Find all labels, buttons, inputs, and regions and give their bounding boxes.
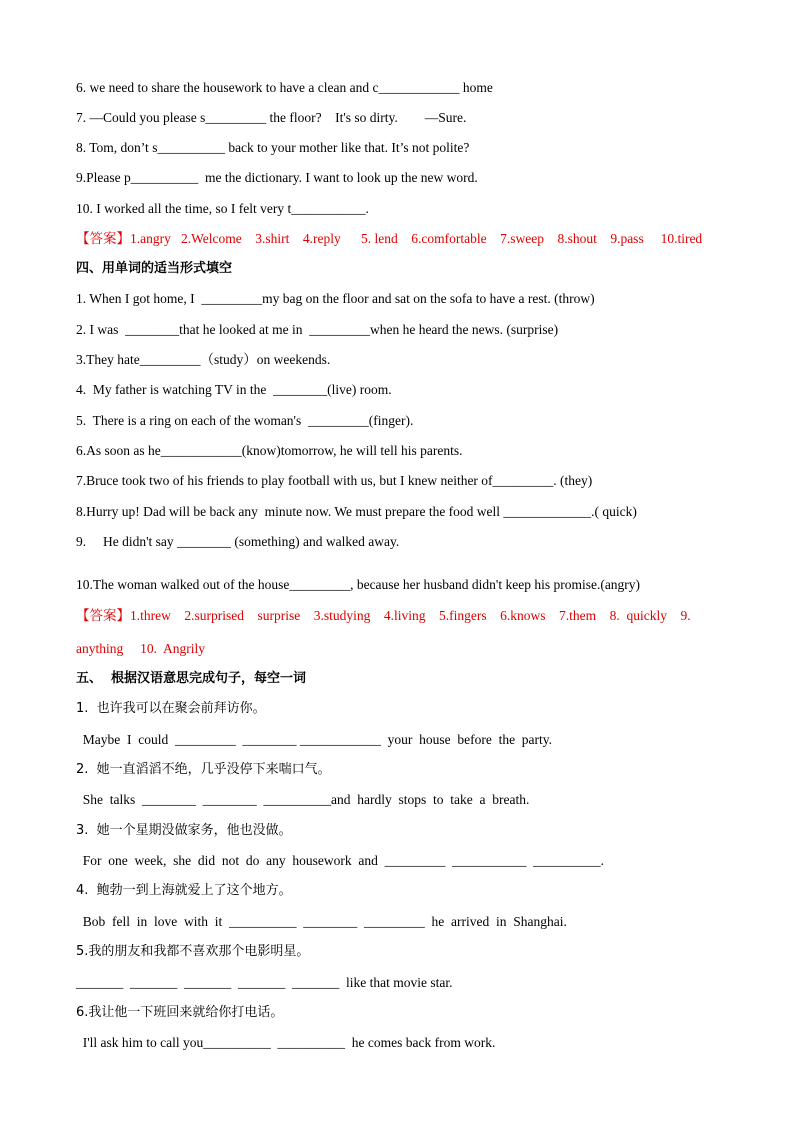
line-5-1-cn: 1. 也许我可以在聚会前拜访你。	[76, 701, 266, 716]
line-4-3: 3.They hate_________（study）on weekends.	[76, 352, 331, 367]
line-4-2: 2. I was ________that he looked at me in _________when he heard the news. (surprise)	[76, 322, 559, 337]
line-5-1-en: Maybe I could _________ ________ ____________ your house before the party.	[76, 732, 553, 747]
part4-answer-line2: anything 10. Angrily	[76, 641, 205, 656]
line-4-6: 6.As soon as he____________(know)tomorrow, he will tell his parents.	[76, 443, 463, 458]
line-5-6-cn: 6.我让他一下班回来就给你打电话。	[76, 1005, 284, 1020]
line-5-2-cn: 2. 她一直滔滔不绝，几乎没停下来喘口气。	[76, 762, 331, 777]
line-5-4-cn: 4. 鲍勃一到上海就爱上了这个地方。	[76, 883, 292, 898]
part4-answer-line1: 【答案】1.threw 2.surprised surprise 3.studying 4.living 5.fingers 6.knows 7.them 8. quickly 9.	[76, 608, 691, 623]
part4-heading: 四、用单词的适当形式填空	[76, 261, 233, 276]
line-3-9: 9.Please p__________ me the dictionary. I want to look up the new word.	[76, 170, 478, 185]
line-5-6-en: I'll ask him to call you__________ __________ he comes back from work.	[76, 1035, 496, 1050]
line-5-4-en: Bob fell in love with it __________ ________ _________ he arrived in Shanghai.	[76, 914, 567, 929]
line-5-5-en: _______ _______ _______ _______ _______ like that movie star.	[76, 975, 453, 990]
line-5-2-en: She talks ________ ________ __________and hardly stops to take a breath.	[76, 792, 530, 807]
line-4-1: 1. When I got home, I _________my bag on the floor and sat on the sofa to have a rest. (throw)	[76, 291, 595, 306]
line-3-7: 7. —Could you please s_________ the floor? It's so dirty. —Sure.	[76, 110, 467, 125]
part3-answer: 【答案】1.angry 2.Welcome 3.shirt 4.reply 5. lend 6.comfortable 7.sweep 8.shout 9.pass 10.tired	[76, 231, 703, 246]
line-4-5: 5. There is a ring on each of the woman's _________(finger).	[76, 413, 414, 428]
line-5-3-cn: 3. 她一个星期没做家务，他也没做。	[76, 823, 292, 838]
line-4-7: 7.Bruce took two of his friends to play football with us, but I knew neither of_________. (they)	[76, 473, 593, 488]
line-4-9: 9. He didn't say ________ (something) and walked away.	[76, 534, 400, 549]
line-3-6: 6. we need to share the housework to have a clean and c____________ home	[76, 80, 493, 95]
line-4-8: 8.Hurry up! Dad will be back any minute now. We must prepare the food well _____________.( quick)	[76, 504, 637, 519]
line-4-4: 4. My father is watching TV in the ________(live) room.	[76, 382, 392, 397]
line-3-10: 10. I worked all the time, so I felt very t___________.	[76, 201, 369, 216]
part5-heading: 五、 根据汉语意思完成句子，每空一词	[76, 671, 307, 686]
line-4-10: 10.The woman walked out of the house_________, because her husband didn't keep his promise.(angry)	[76, 577, 641, 592]
line-3-8: 8. Tom, don’t s__________ back to your mother like that. It’s not polite?	[76, 140, 470, 155]
line-5-5-cn: 5.我的朋友和我都不喜欢那个电影明星。	[76, 944, 310, 959]
line-5-3-en: For one week, she did not do any housework and _________ ___________ __________.	[76, 853, 604, 868]
